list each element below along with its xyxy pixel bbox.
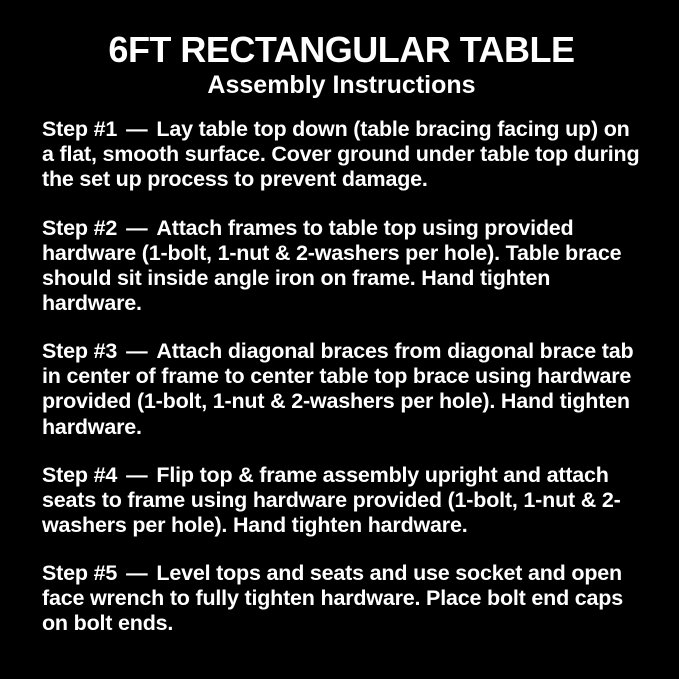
- step-5-dash: —: [126, 561, 148, 586]
- step-1-text: Lay table top down (table bracing facing up) on a flat, smooth surface. Cover ground under table top during the set up process to prevent damage.: [42, 117, 640, 192]
- step-4: [42, 463, 641, 538]
- step-4-label: Step #4: [42, 462, 118, 487]
- step-4-dash: —: [126, 462, 148, 487]
- step-3-text: Attach diagonal braces from diagonal brace tab in center of frame to center table top brace using hardware provided (1-bolt, 1-nut & 2-washers per hole). Hand tighten hardware.: [42, 339, 634, 439]
- steps-list: [42, 117, 641, 636]
- step-3-label: Step #3: [42, 339, 118, 364]
- step-2-dash: —: [126, 215, 148, 240]
- header: [42, 30, 641, 99]
- step-5-text: Level tops and seats and use socket and open face wrench to fully tighten hardware. Place bolt end caps on bolt ends.: [42, 561, 623, 636]
- step-3: [42, 339, 641, 440]
- page-title: 6FT RECTANGULAR TABLE: [108, 29, 575, 70]
- step-1: [42, 117, 641, 192]
- step-5: [42, 561, 641, 636]
- page-subtitle: Assembly Instructions: [207, 70, 476, 99]
- step-1-dash: —: [126, 117, 148, 142]
- step-2: [42, 216, 641, 317]
- step-2-label: Step #2: [42, 215, 118, 240]
- step-4-text: Flip top & frame assembly upright and attach seats to frame using hardware provided (1-bolt, 1-nut & 2-washers per hole). Hand tighten hardware.: [42, 462, 621, 537]
- step-3-dash: —: [126, 339, 148, 364]
- step-1-label: Step #1: [42, 117, 118, 142]
- step-5-label: Step #5: [42, 561, 118, 586]
- step-2-text: Attach frames to table top using provided hardware (1-bolt, 1-nut & 2-washers per hole). Table brace should sit inside angle iron on frame. Hand tighten hardware.: [42, 215, 622, 315]
